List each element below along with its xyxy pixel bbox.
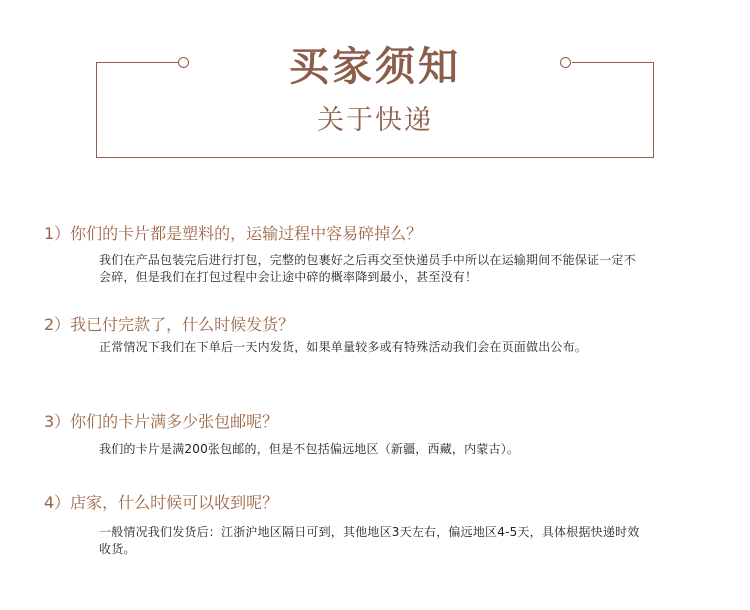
page-title: 买家须知 <box>289 43 461 90</box>
faq-question-3: 3）你们的卡片满多少张包邮呢？ <box>44 412 279 431</box>
faq-question-4: 4）店家，什么时候可以收到呢？ <box>44 493 279 512</box>
faq-answer-3: 我们的卡片是满200张包邮的，但是不包括偏远地区（新疆，西藏，内蒙古）。 <box>99 442 520 456</box>
faq-question-2: 2）我已付完款了，什么时候发货？ <box>44 315 295 334</box>
faq-answer-4: 一般情况我们发货后：江浙沪地区隔日可到，其他地区3天左右，偏远地区4-5天，具体根据快递时效收货。 <box>99 525 640 556</box>
page-subtitle: 关于快递 <box>317 105 433 136</box>
faq-question-1: 1）你们的卡片都是塑料的，运输过程中容易碎掉么？ <box>44 224 423 243</box>
faq-answer-1: 我们在产品包装完后进行打包，完整的包裹好之后再交至快递员手中所以在运输期间不能保证一定不会碎，但是我们在打包过程中会让途中碎的概率降到最小，甚至没有！ <box>99 253 636 284</box>
faq-answer-2: 正常情况下我们在下单后一天内发货，如果单量较多或有特殊活动我们会在页面做出公布。 <box>99 340 588 354</box>
